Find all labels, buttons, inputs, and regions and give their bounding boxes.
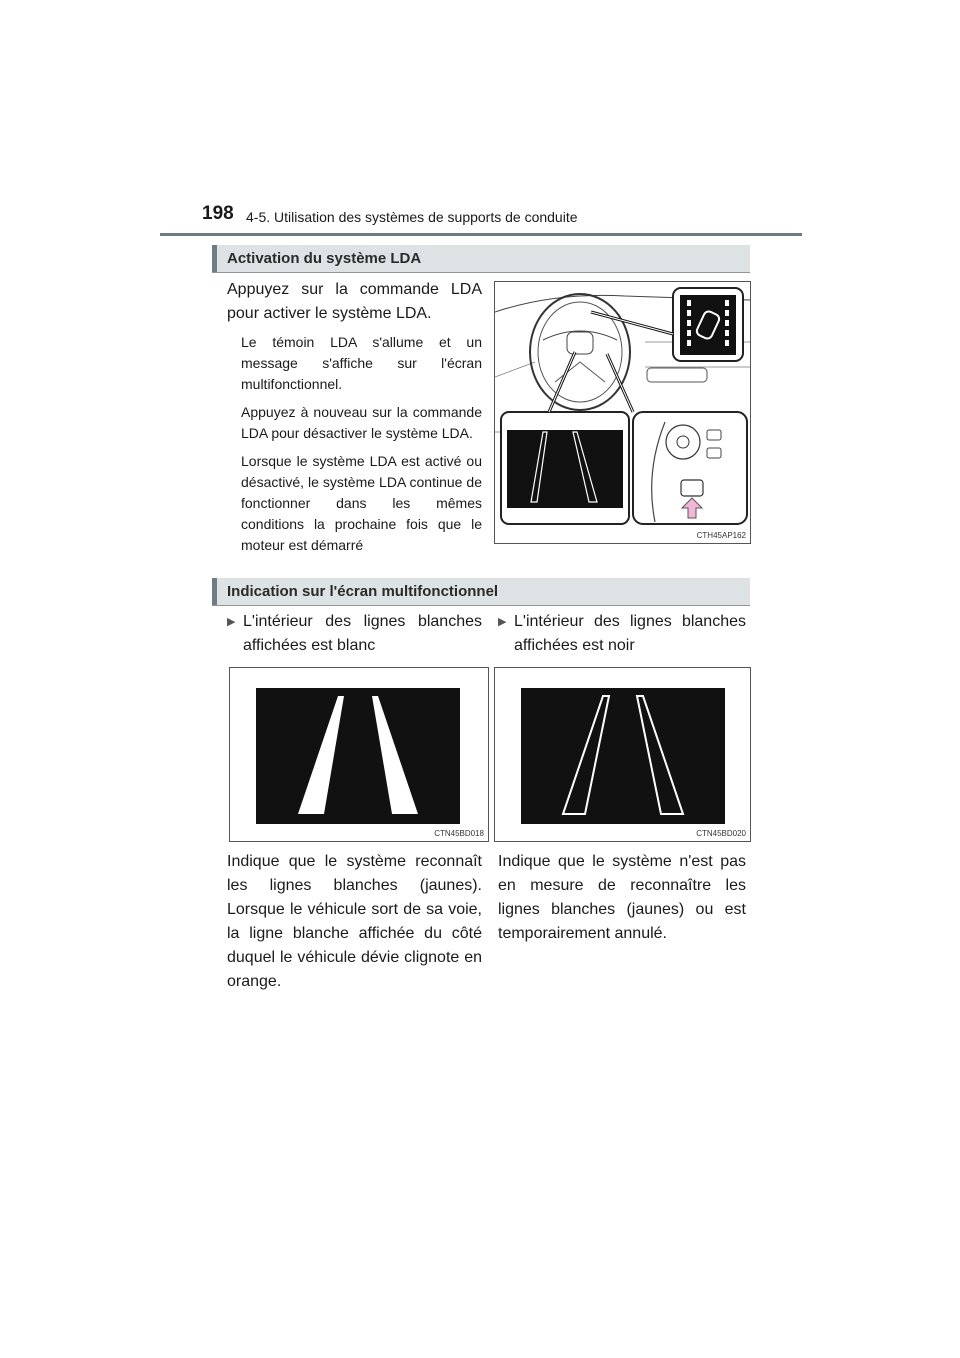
note-3: Lorsque le système LDA est activé ou désactivé, le système LDA continue de fonctionner dans les mêmes conditions la prochaine fois que le moteur est démarré (241, 453, 482, 553)
section-marker (212, 245, 217, 272)
note-1: Le témoin LDA s'allume et un message s'affiche sur l'écran multifonctionnel. (241, 334, 482, 392)
figure-code: CTN45BD020 (696, 829, 746, 838)
header-rule (160, 233, 802, 236)
note-2: Appuyez à nouveau sur la commande LDA pour désactiver le système LDA. (241, 404, 482, 441)
chapter-title: 4-5. Utilisation des systèmes de supports de conduite (246, 209, 578, 225)
section-heading-indication (212, 578, 750, 606)
page-number: 198 (202, 203, 234, 224)
right-description: Indique que le système n'est pas en mesure de reconnaître les lignes blanches (jaunes) ou est temporairement annulé. (498, 853, 746, 942)
lane-display-black (495, 668, 750, 841)
lane-display-white (230, 668, 488, 841)
figure-code: CTN45BD018 (434, 829, 484, 838)
left-column-heading: ▶ L'intérieur des lignes blanches affichées est blanc (227, 613, 482, 654)
lda-switch-illustration (494, 281, 751, 544)
left-description: Indique que le système reconnaît les lignes blanches (jaunes). Lorsque le véhicule sort de sa voie, la ligne blanche affichée du côté duquel le véhicule dévie clignote en orange. (227, 853, 482, 990)
activation-text (227, 278, 482, 556)
display-black-lines (494, 667, 751, 842)
right-column-heading: ▶ L'intérieur des lignes blanches affichées est noir (498, 613, 746, 654)
display-white-lines (229, 667, 489, 842)
section-heading-activation (212, 245, 750, 273)
activation-intro: Appuyez sur la commande LDA pour activer le système LDA. (227, 281, 482, 322)
section-marker (212, 578, 217, 605)
dashboard-drawing (495, 282, 750, 543)
triangle-right-icon: ▶ (498, 616, 507, 628)
triangle-right-icon: ▶ (227, 616, 236, 628)
section-title: Indication sur l'écran multifonctionnel (227, 583, 499, 600)
section-title: Activation du système LDA (227, 250, 422, 267)
figure-code: CTH45AP162 (696, 531, 746, 540)
